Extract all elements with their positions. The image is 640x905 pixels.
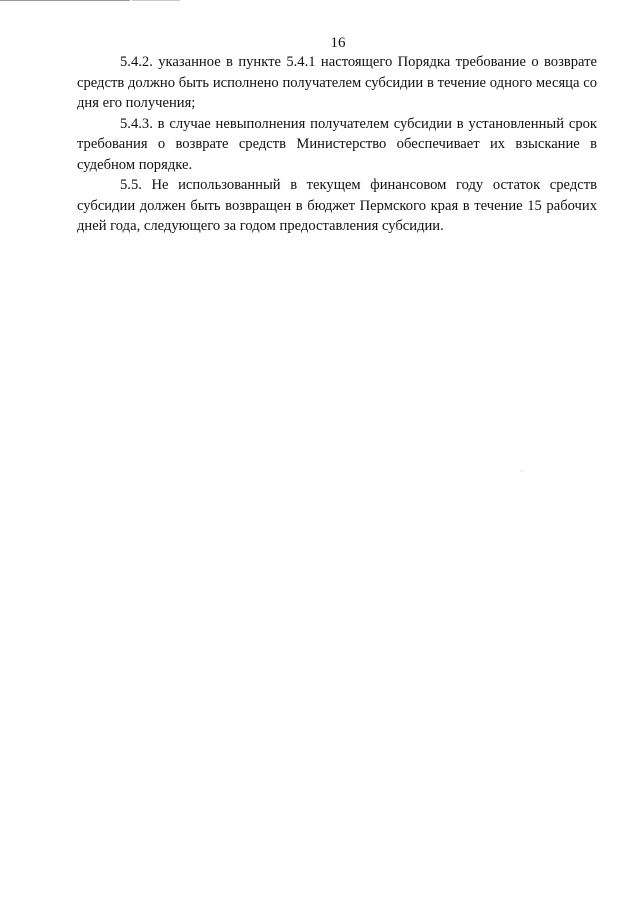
scan-edge-line bbox=[132, 0, 180, 1]
scan-speck bbox=[521, 470, 522, 471]
page-number: 16 bbox=[330, 35, 346, 51]
document-body bbox=[77, 52, 597, 237]
paragraph-5-4-3: 5.4.3. в случае невыполнения получателем субсидии в установленный срок требования о возврате средств Министерство обеспечивает их взыскание в судебном порядке. bbox=[77, 115, 597, 173]
paragraph-5-4-2: 5.4.2. указанное в пункте 5.4.1 настоящего Порядка требование о возврате средств должно быть исполнено получателем субсидии в течение одного месяца со дня его получения; bbox=[77, 54, 597, 111]
scan-edge-line bbox=[0, 0, 130, 1]
paragraph-5-5: 5.5. Не использованный в текущем финансовом году остаток средств субсидии должен быть возвращен в бюджет Пермского края в течение 15 рабочих дней года, следующего за годом предоставления субсидии. bbox=[77, 177, 597, 234]
